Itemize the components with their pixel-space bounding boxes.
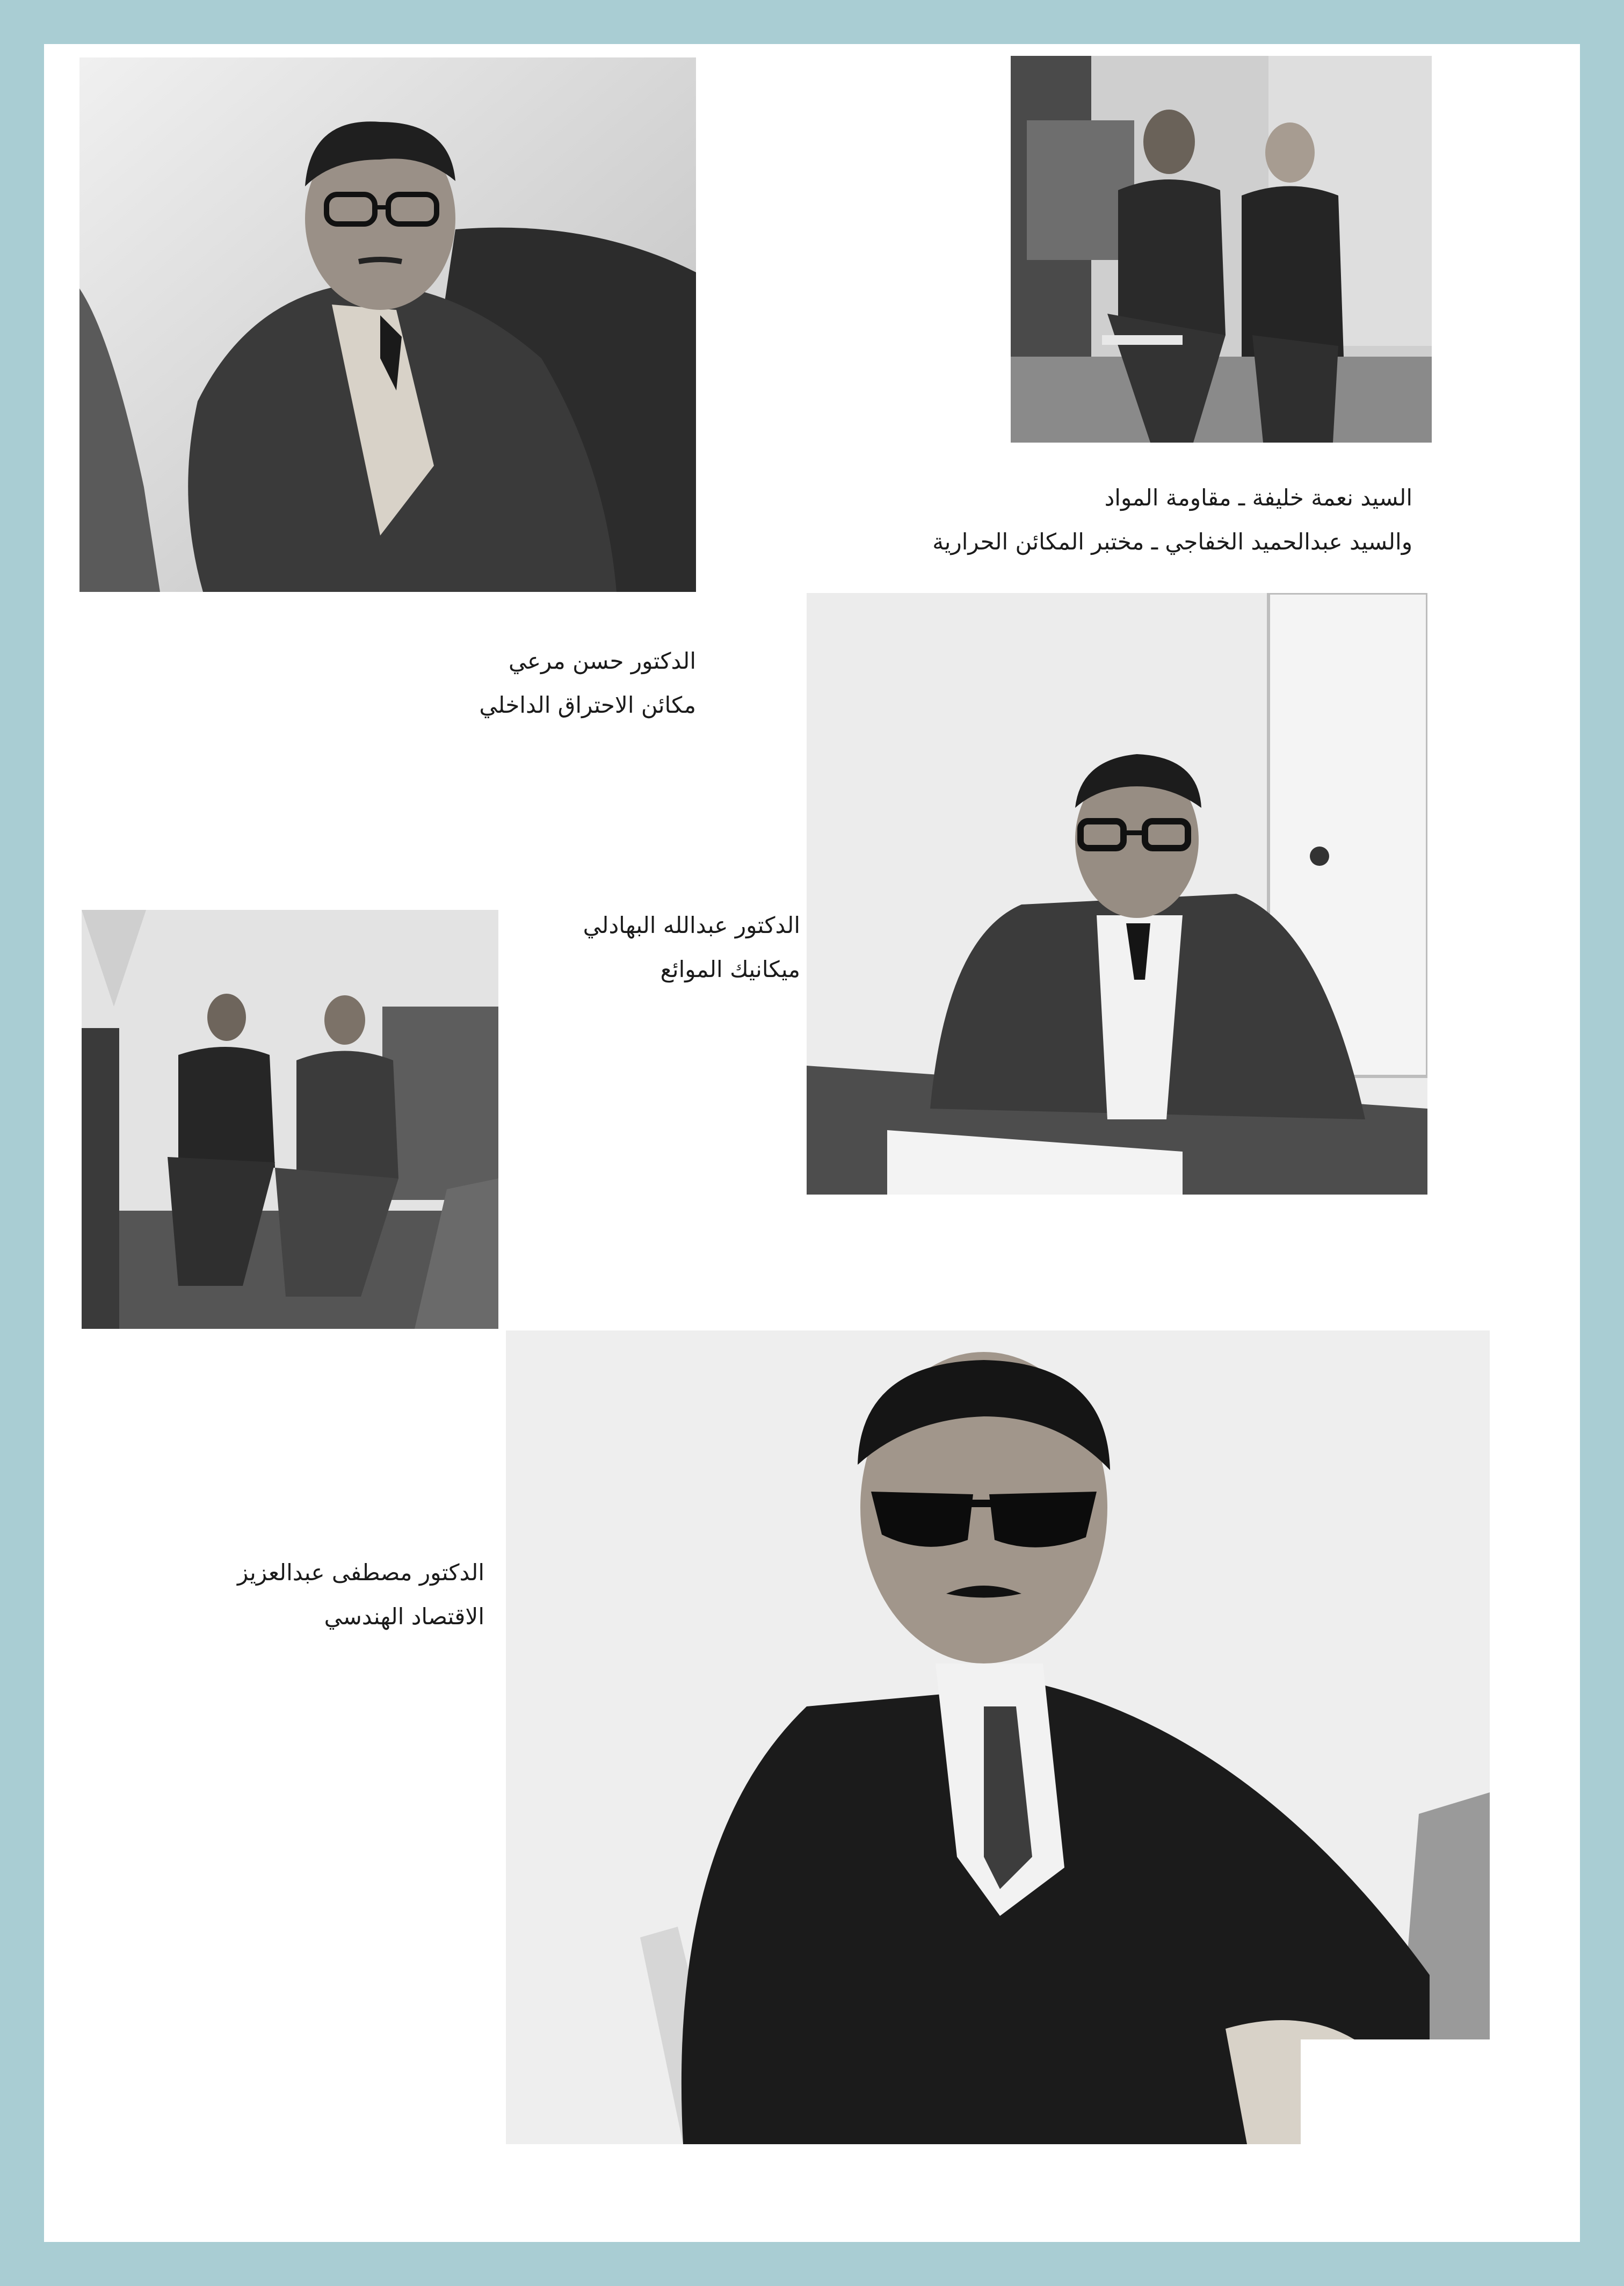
caption-line-name: الدكتور حسن مرعي (508, 648, 696, 674)
caption-line-subject: ميكانيك الموائع (660, 956, 800, 982)
caption-two-men-seated (932, 476, 1412, 564)
photo-hassan-marei (79, 57, 696, 592)
photo-two-men-seated (1011, 56, 1432, 443)
caption-hassan-marei (479, 639, 696, 727)
caption-line-subject: والسيد عبدالحميد الخفاجي ـ مختبر المكائن الحرارية (932, 529, 1412, 555)
caption-line-name: السيد نعمة خليفة ـ مقاومة المواد (1104, 484, 1412, 511)
caption-line-name: الدكتور عبدالله البهادلي (583, 912, 800, 938)
caption-line-subject: الاقتصاد الهندسي (324, 1603, 484, 1630)
photo-mustafa-abdulaziz (506, 1330, 1490, 2144)
caption-mustafa-abdulaziz (237, 1551, 484, 1639)
photo-classroom-group (82, 910, 498, 1329)
caption-line-name: الدكتور مصطفى عبدالعزيز (237, 1559, 484, 1586)
photo-abdullah-albahadli (807, 593, 1427, 1195)
caption-line-subject: مكائن الاحتراق الداخلي (479, 692, 696, 718)
page-sheet (44, 44, 1580, 2242)
caption-abdullah-albahadli (583, 903, 800, 992)
